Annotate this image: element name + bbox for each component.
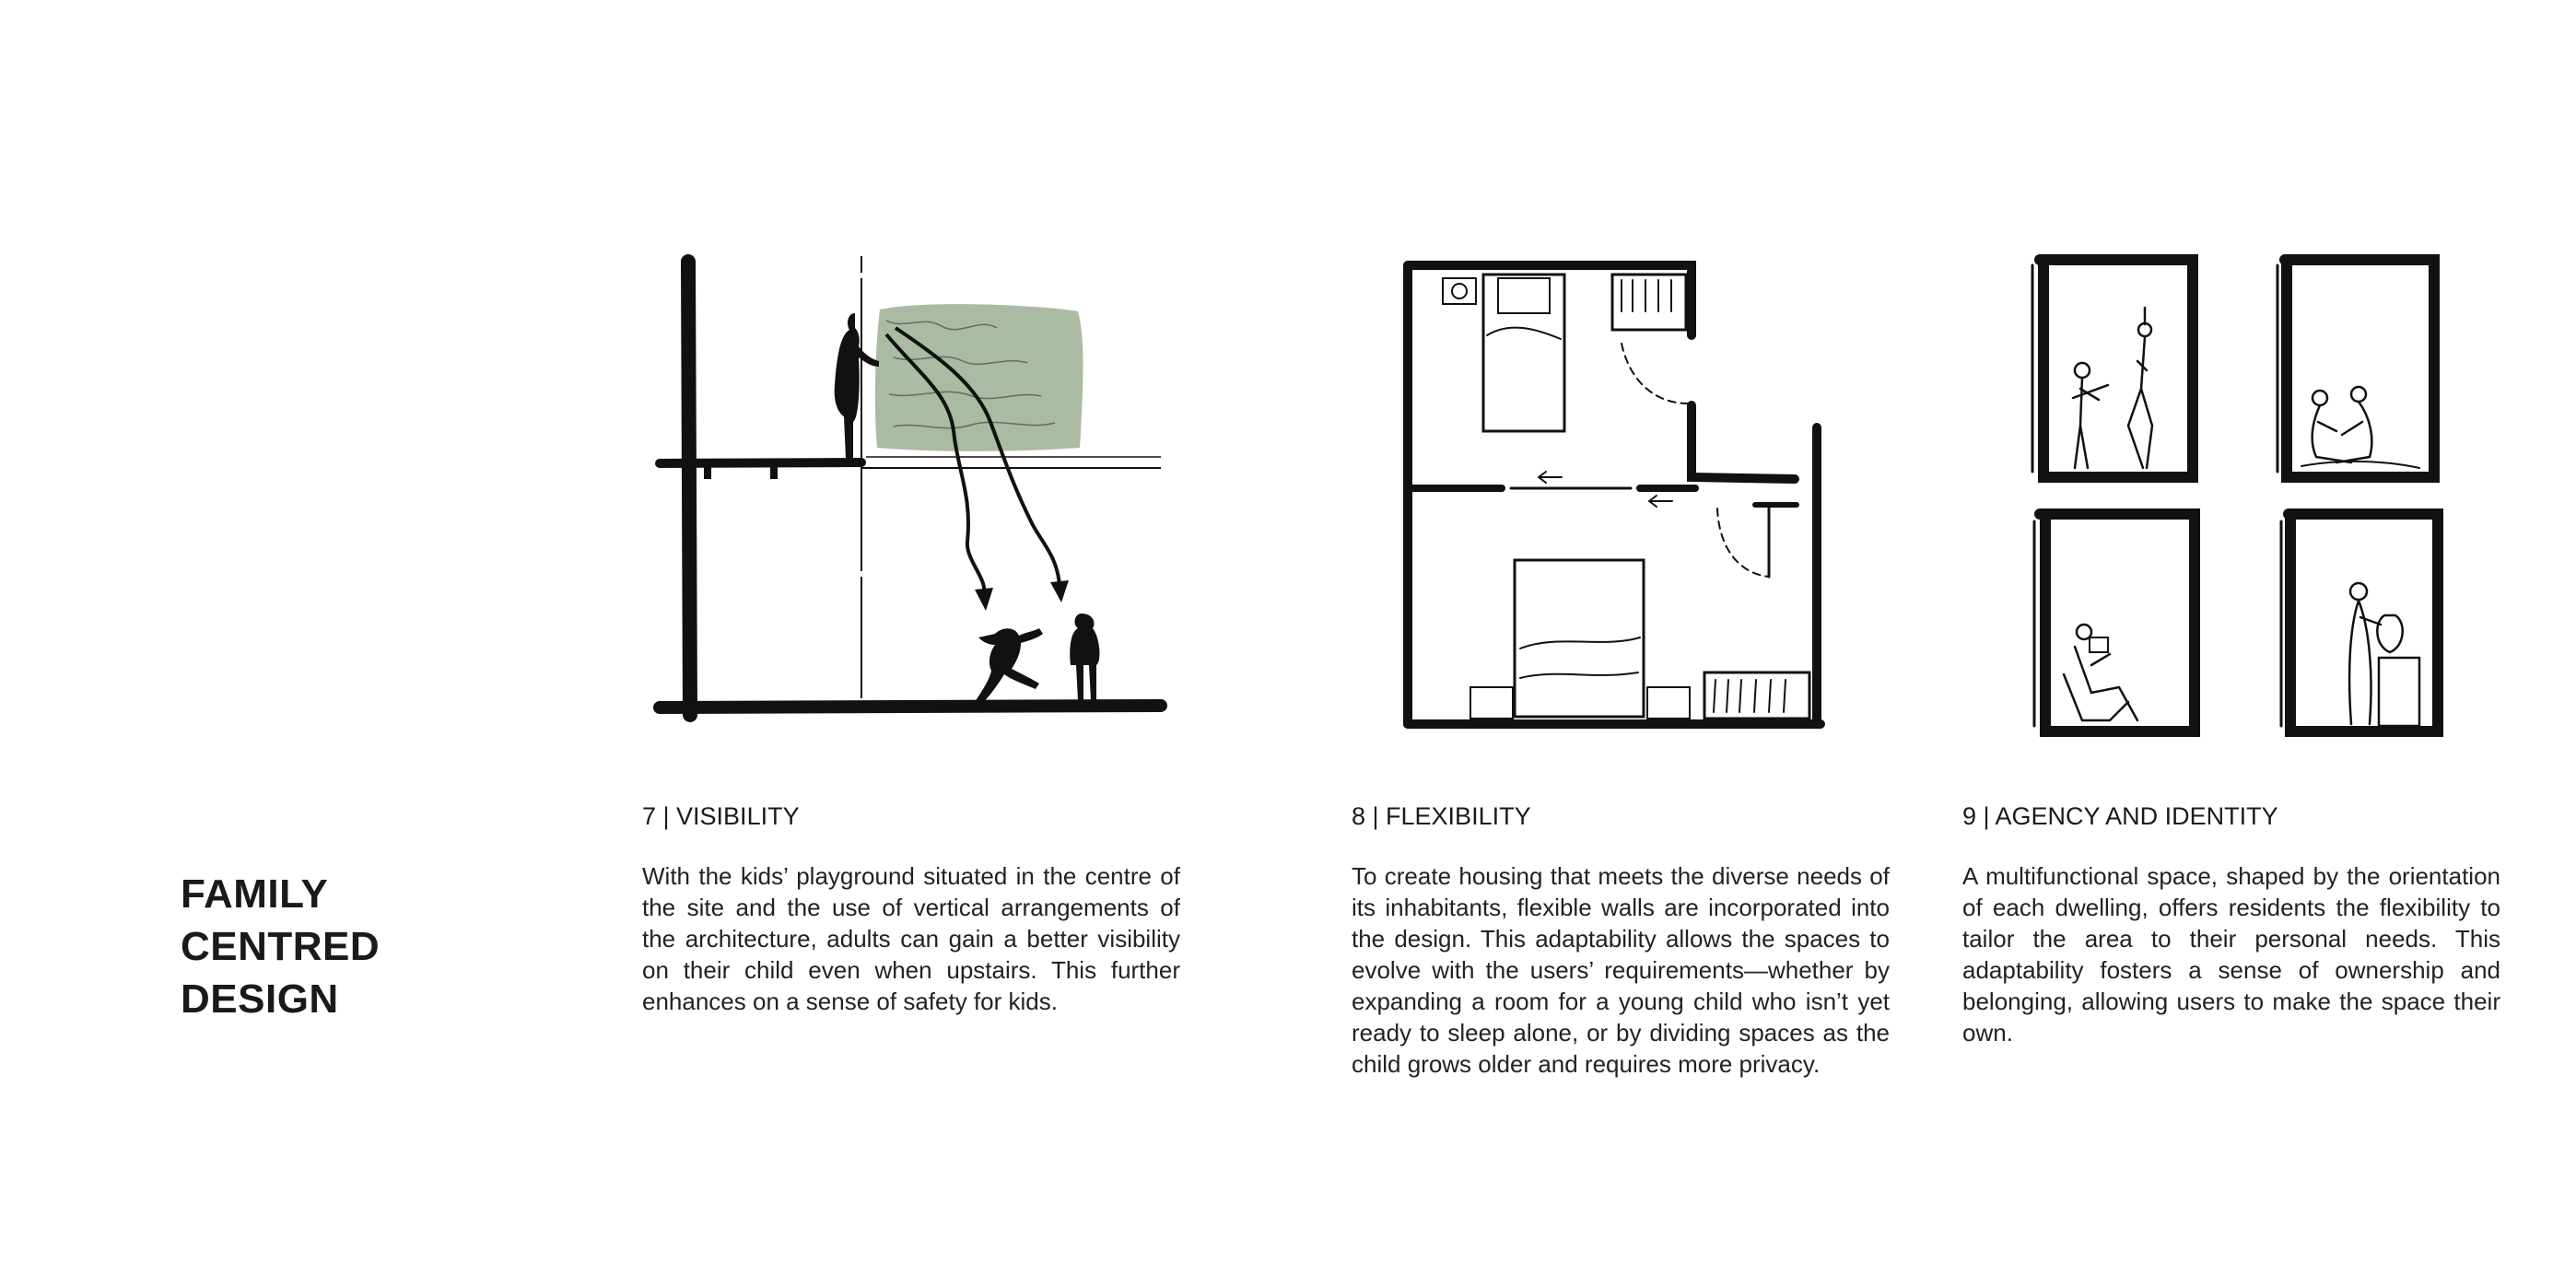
section-sketch-icon [645, 247, 1179, 735]
section-title-line-1: FAMILY [181, 871, 329, 917]
principle-body: To create housing that meets the diverse needs of its inhabitants, flexible walls are incorporated into the design. This adaptability allows the spaces to evolve with the users’ requirements—whether by expanding a room for a young child who isn’t yet ready to sleep alone, or by dividing spaces as the child grows older and requires more privacy. [1352, 862, 1890, 1078]
principle-heading: 7 | VISIBILITY [642, 802, 800, 830]
principle-body: A multifunctional space, shaped by the orientation of each dwelling, offers residents the flexibility to tailor the area to their personal needs. This adaptability fosters a sense of ownership and belonging, allowing users to make the space their own. [1962, 862, 2500, 1046]
section-title-line-3: DESIGN [181, 976, 339, 1022]
principle-heading: 8 | FLEXIBILITY [1352, 802, 1531, 830]
principle-body: With the kids’ playground situated in the centre of the site and the use of vertical arrangements of the architecture, adults can gain a better visibility on their child even when upstairs. This further enhances on a sense of safety for kids. [642, 862, 1180, 1015]
section-title [181, 868, 380, 1025]
floor-plan-icon [1391, 247, 1843, 735]
room-vignettes-icon [2008, 241, 2460, 744]
principle-heading: 9 | AGENCY AND IDENTITY [1962, 802, 2278, 830]
section-title-line-2: CENTRED [181, 924, 381, 969]
